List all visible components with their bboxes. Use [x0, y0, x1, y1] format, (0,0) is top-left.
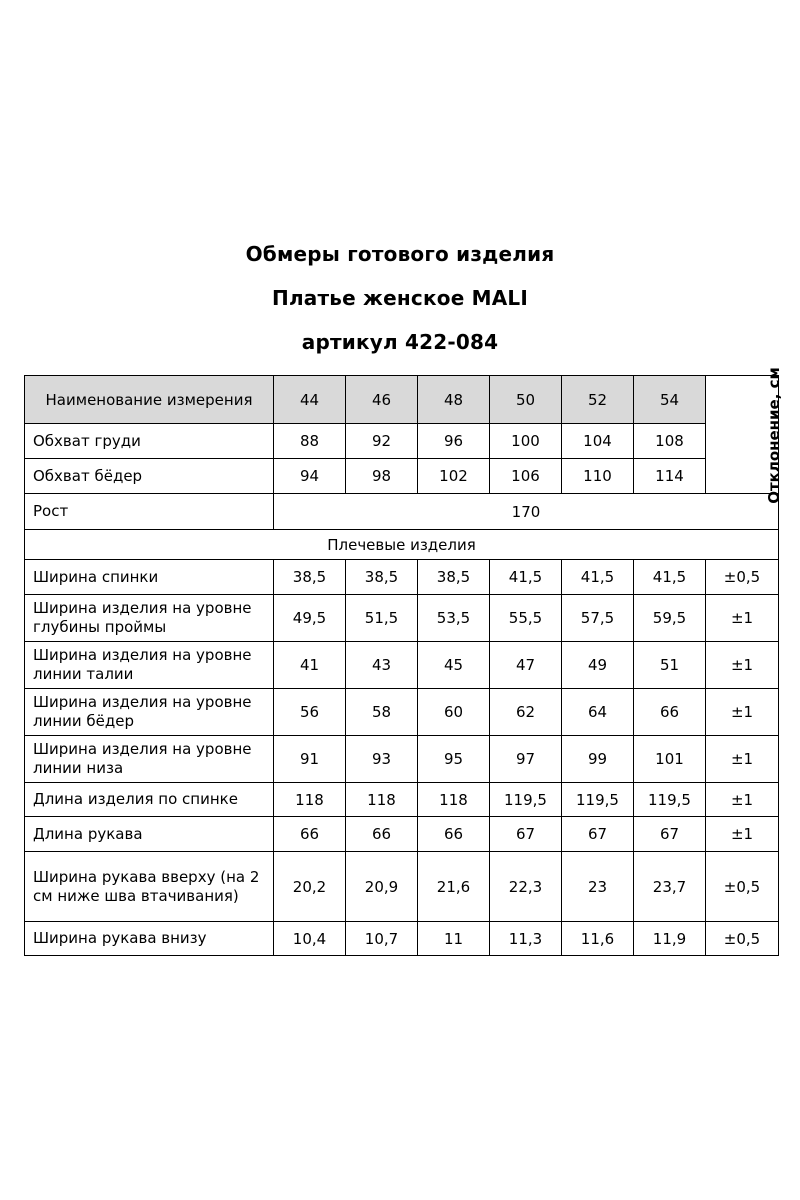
table-row: [25, 736, 779, 783]
cell-value: 51,5: [346, 595, 418, 642]
cell-value: 108: [634, 424, 706, 459]
product-name: Платье женское MALI: [272, 286, 528, 310]
cell-value: 95: [418, 736, 490, 783]
deviation-value: ±1: [706, 642, 779, 689]
table-row: [25, 560, 779, 595]
cell-value: 11,9: [634, 922, 706, 956]
row-name: Ширина изделия на уровне линии низа: [25, 736, 274, 783]
cell-value: 66: [634, 689, 706, 736]
cell-value: 114: [634, 459, 706, 494]
cell-value: 47: [490, 642, 562, 689]
cell-value: 97: [490, 736, 562, 783]
size-header: 48: [418, 376, 490, 424]
cell-value: 49,5: [274, 595, 346, 642]
cell-value: 55,5: [490, 595, 562, 642]
measurements-table: [24, 366, 783, 956]
table-row: [25, 922, 779, 956]
cell-value: 62: [490, 689, 562, 736]
cell-value: 99: [562, 736, 634, 783]
size-header: 54: [634, 376, 706, 424]
deviation-value: ±0,5: [706, 560, 779, 595]
cell-value: 91: [274, 736, 346, 783]
title-block: [0, 236, 800, 368]
row-name: Ширина изделия на уровне линии талии: [25, 642, 274, 689]
deviation-value: ±1: [706, 689, 779, 736]
cell-value: 59,5: [634, 595, 706, 642]
deviation-value: ±1: [706, 783, 779, 817]
cell-value: 11: [418, 922, 490, 956]
cell-value: 118: [274, 783, 346, 817]
row-name: Ширина рукава вверху (на 2 см ниже шва втачивания): [25, 852, 274, 922]
cell-value: 66: [274, 817, 346, 852]
cell-value: 100: [490, 424, 562, 459]
cell-value: 23,7: [634, 852, 706, 922]
cell-value: 94: [274, 459, 346, 494]
cell-value: 102: [418, 459, 490, 494]
row-name: Ширина изделия на уровне линии бёдер: [25, 689, 274, 736]
cell-value: 88: [274, 424, 346, 459]
row-name: Рост: [25, 494, 274, 530]
row-name: Обхват бёдер: [25, 459, 274, 494]
document-title: Обмеры готового изделия: [245, 242, 555, 266]
table-row: [25, 642, 779, 689]
cell-value: 92: [346, 424, 418, 459]
size-header: 50: [490, 376, 562, 424]
deviation-header-text: Отклонение, см: [764, 366, 783, 504]
table-row: [25, 459, 779, 494]
cell-value: 118: [346, 783, 418, 817]
cell-value: 41: [274, 642, 346, 689]
cell-value: 57,5: [562, 595, 634, 642]
cell-value: 101: [634, 736, 706, 783]
cell-value: 41,5: [634, 560, 706, 595]
table-row: [25, 817, 779, 852]
table-row: [25, 783, 779, 817]
deviation-value: ±1: [706, 595, 779, 642]
cell-value: 53,5: [418, 595, 490, 642]
cell-value: 119,5: [562, 783, 634, 817]
size-header: 44: [274, 376, 346, 424]
cell-value: 38,5: [274, 560, 346, 595]
section-title: Плечевые изделия: [25, 530, 779, 560]
cell-value: 51: [634, 642, 706, 689]
row-name: Длина рукава: [25, 817, 274, 852]
cell-value: 38,5: [418, 560, 490, 595]
cell-value: 20,9: [346, 852, 418, 922]
cell-value: 67: [490, 817, 562, 852]
deviation-value: ±0,5: [706, 852, 779, 922]
row-name: Ширина спинки: [25, 560, 274, 595]
cell-value: 58: [346, 689, 418, 736]
cell-value: 56: [274, 689, 346, 736]
cell-value: 98: [346, 459, 418, 494]
cell-value: 118: [418, 783, 490, 817]
height-value: 170: [274, 494, 779, 530]
article-number: артикул 422-084: [301, 330, 499, 354]
height-row: [25, 494, 779, 530]
cell-value: 67: [634, 817, 706, 852]
cell-value: 67: [562, 817, 634, 852]
deviation-value: ±0,5: [706, 922, 779, 956]
table-row: [25, 595, 779, 642]
size-header: 46: [346, 376, 418, 424]
column-header-name: Наименование измерения: [25, 376, 274, 424]
table-row: [25, 424, 779, 459]
cell-value: 49: [562, 642, 634, 689]
cell-value: 21,6: [418, 852, 490, 922]
cell-value: 119,5: [490, 783, 562, 817]
table-row: [25, 689, 779, 736]
cell-value: 106: [490, 459, 562, 494]
column-header-deviation: [706, 366, 783, 504]
deviation-value: ±1: [706, 736, 779, 783]
cell-value: 41,5: [562, 560, 634, 595]
cell-value: 22,3: [490, 852, 562, 922]
cell-value: 10,7: [346, 922, 418, 956]
cell-value: 10,4: [274, 922, 346, 956]
cell-value: 43: [346, 642, 418, 689]
cell-value: 64: [562, 689, 634, 736]
cell-value: 60: [418, 689, 490, 736]
cell-value: 23: [562, 852, 634, 922]
cell-value: 41,5: [490, 560, 562, 595]
row-name: Ширина рукава внизу: [25, 922, 274, 956]
size-header: 52: [562, 376, 634, 424]
row-name: Длина изделия по спинке: [25, 783, 274, 817]
cell-value: 66: [346, 817, 418, 852]
cell-value: 66: [418, 817, 490, 852]
section-row: [25, 530, 779, 560]
cell-value: 11,3: [490, 922, 562, 956]
table-header-row: [25, 376, 779, 424]
cell-value: 96: [418, 424, 490, 459]
row-name: Обхват груди: [25, 424, 274, 459]
cell-value: 20,2: [274, 852, 346, 922]
cell-value: 45: [418, 642, 490, 689]
row-name: Ширина изделия на уровне глубины проймы: [25, 595, 274, 642]
cell-value: 38,5: [346, 560, 418, 595]
deviation-value: ±1: [706, 817, 779, 852]
cell-value: 119,5: [634, 783, 706, 817]
cell-value: 104: [562, 424, 634, 459]
cell-value: 11,6: [562, 922, 634, 956]
cell-value: 93: [346, 736, 418, 783]
cell-value: 110: [562, 459, 634, 494]
table-row: [25, 852, 779, 922]
